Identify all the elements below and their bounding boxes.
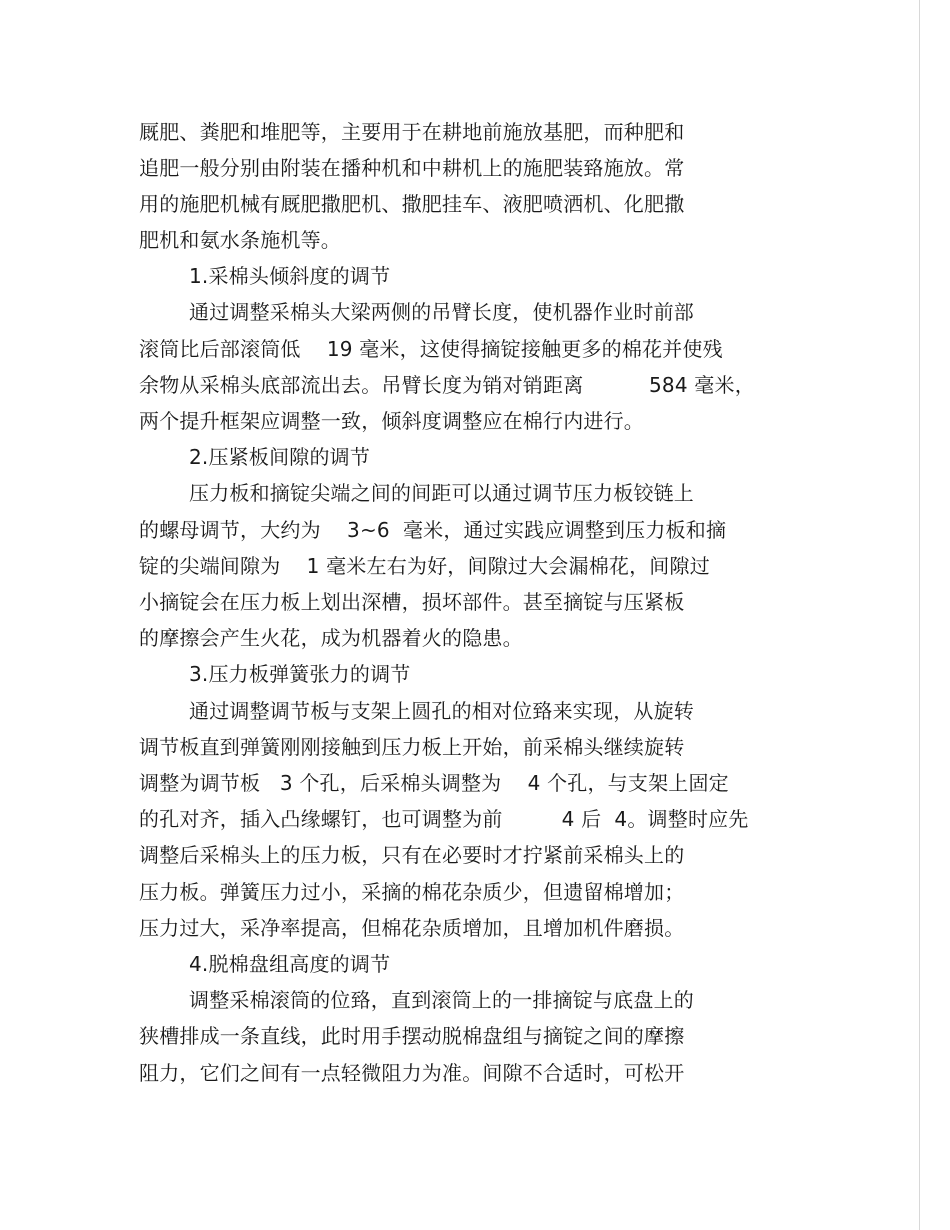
paragraph-line: 狭槽排成一条直线，此时用手摆动脱棉盘组与摘锭之间的摩擦 [139,1024,685,1048]
paragraph-line: 追肥一般分别由附装在播种机和中耕机上的施肥装臵施放。常 [139,156,685,180]
paragraph-line: 调节板直到弹簧刚刚接触到压力板上开始，前采棉头继续旋转 [139,735,685,759]
paragraph-line: 用的施肥机械有厩肥撒肥机、撒肥挂车、液肥喷洒机、化肥撒 [139,192,685,216]
paragraph-line: 的摩擦会产生火花，成为机器着火的隐患。 [139,626,523,650]
paragraph-line: 滚筒比后部滚筒低 19 毫米，这使得摘锭接触更多的棉花并使残 [139,337,723,361]
paragraph-line: 余物从采棉头底部流出去。吊臂长度为销对销距离 584 毫米， [139,373,755,397]
paragraph-line: 调整后采棉头上的压力板，只有在必要时才拧紧前采棉头上的 [139,843,685,867]
page-edge-divider [919,0,920,1230]
paragraph-line: 的孔对齐，插入凸缘螺钉，也可调整为前 4 后 4。调整时应先 [139,807,749,831]
paragraph-line: 锭的尖端间隙为 1 毫米左右为好，间隙过大会漏棉花，间隙过 [139,554,710,578]
section-heading: 1.采棉头倾斜度的调节 [189,264,391,288]
section-heading: 4.脱棉盘组高度的调节 [189,952,391,976]
paragraph-line: 通过调整采棉头大梁两侧的吊臂长度，使机器作业时前部 [189,300,694,324]
paragraph-line: 两个提升框架应调整一致，倾斜度调整应在棉行内进行。 [139,409,644,433]
paragraph-line: 压力过大，采净率提高，但棉花杂质增加，且增加机件磨损。 [139,916,685,940]
paragraph-line: 阻力，它们之间有一点轻微阻力为准。间隙不合适时，可松开 [139,1061,685,1085]
paragraph-line: 通过调整调节板与支架上圆孔的相对位臵来实现，从旋转 [189,699,694,723]
paragraph-line: 厩肥、粪肥和堆肥等，主要用于在耕地前施放基肥，而种肥和 [139,120,685,144]
paragraph-line: 调整采棉滚筒的位臵，直到滚筒上的一排摘锭与底盘上的 [189,988,694,1012]
section-heading: 3.压力板弹簧张力的调节 [189,662,411,686]
section-heading: 2.压紧板间隙的调节 [189,445,371,469]
paragraph-line: 肥机和氨水条施机等。 [139,228,341,252]
paragraph-line: 压力板。弹簧压力过小，采摘的棉花杂质少，但遗留棉增加； [139,880,685,904]
paragraph-line: 的螺母调节，大约为 3~6 毫米，通过实践应调整到压力板和摘 [139,518,727,542]
paragraph-line: 调整为调节板 3 个孔，后采棉头调整为 4 个孔，与支架上固定 [139,771,729,795]
paragraph-line: 小摘锭会在压力板上划出深槽，损坏部件。甚至摘锭与压紧板 [139,590,685,614]
paragraph-line: 压力板和摘锭尖端之间的间距可以通过调节压力板铰链上 [189,481,694,505]
